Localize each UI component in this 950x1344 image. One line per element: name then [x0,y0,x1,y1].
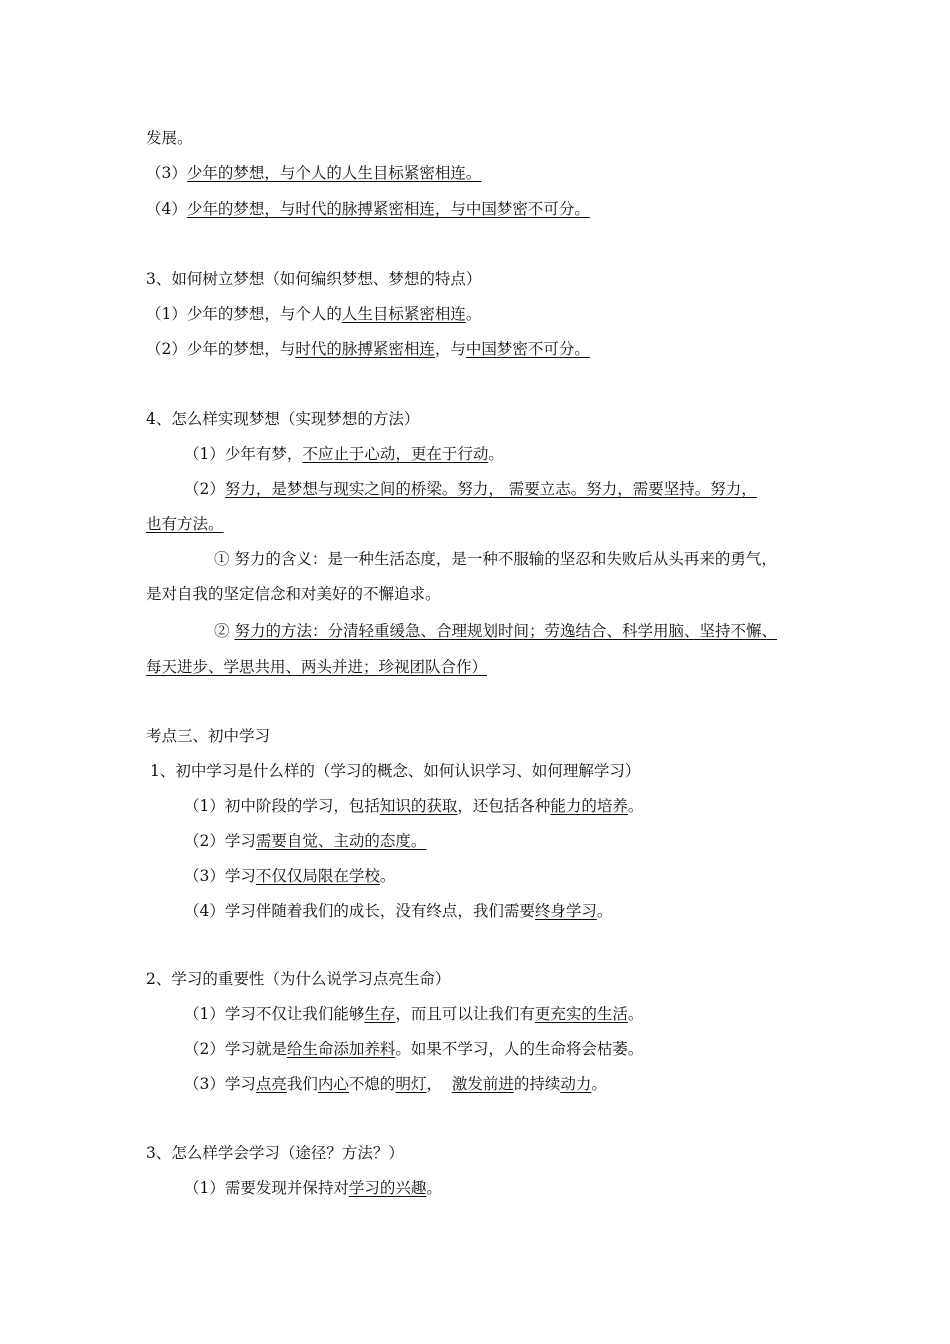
text: 我们 [286,1075,318,1093]
text: 。如果不学习，人的生命将会枯萎。 [395,1040,644,1058]
text: （2）少年的梦想，与 [146,340,296,358]
establish-point-2 [146,338,590,360]
dream-point-4 [146,198,590,220]
establish-point-1 [146,303,481,325]
underlined-text: 动力 [560,1075,592,1093]
study-point-3 [184,865,395,887]
effort-meaning [214,548,777,570]
text: 不熄的 [348,1075,396,1093]
heading-text: 3、怎么样学会学习（途径？方法？） [146,1144,404,1162]
underlined-text: 生存 [364,1005,396,1023]
text: （1）少年有梦， [184,445,303,463]
underlined-text: 更充实的生活 [534,1005,628,1023]
text: 的持续 [513,1075,561,1093]
realize-point-2 [184,478,757,500]
underlined-text: 需要自觉、主动的态度。 [255,832,427,850]
section-heading-4 [146,408,419,430]
underlined-text: 不仅仅局限在学校 [255,867,380,885]
underlined-text: 明灯 [395,1075,427,1093]
underlined-text: 激发前进 [451,1075,514,1093]
heading-text: 2、学习的重要性（为什么说学习点亮生命） [146,970,451,988]
importance-point-2 [184,1038,643,1060]
text: 。 [627,1005,644,1023]
text: （3） [146,164,187,182]
text: ，而且可以让我们有 [395,1005,535,1023]
text: （3）学习 [184,1075,256,1093]
effort-method [214,620,777,642]
underlined-text: 给生命添加养料 [286,1040,396,1058]
text: 。 [596,902,613,920]
text: （2） [184,480,225,498]
heading-text: 考点三、初中学习 [146,727,271,745]
text: ② [214,622,235,640]
underlined-text: 学习的兴趣 [348,1179,427,1197]
underlined-text: 能力的培养 [550,797,628,815]
realize-point-2-continued [146,513,224,535]
text: 。 [426,1179,442,1197]
study-point-4 [184,900,612,922]
text: （1）初中阶段的学习，包括 [184,797,380,815]
underlined-text: 终身学习 [534,902,597,920]
text: 。 [488,445,504,463]
text: ① 努力的含义：是一种生活态度，是一种不服输的坚忍和失败后从头再来的勇气， [214,550,777,568]
underlined-text: 少年的梦想，与时代的脉搏紧密相连，与中国梦密不可分。 [186,200,590,218]
underlined-text: 努力的方法：分清轻重缓急、合理规划时间；劳逸结合、科学用脑、坚持不懈、 [234,622,777,640]
text: （2）学习 [184,832,256,850]
underlined-text: 知识的获取 [379,797,458,815]
underlined-text: 努力，是梦想与现实之间的桥梁。努力， 需要立志。努力，需要坚持。努力， [224,480,757,498]
section-heading-3 [146,268,481,290]
exam-point-3-heading [146,725,270,747]
underlined-text: 时代的脉搏紧密相连 [295,340,435,358]
underlined-text: 内心 [317,1075,349,1093]
underlined-text: 不应止于心动，更在于行动 [302,445,489,463]
paragraph-continuation [146,127,193,149]
method-point-1 [184,1177,442,1199]
dream-point-3 [146,162,481,184]
study-section-3-heading [146,1142,404,1164]
text: ， [426,1075,452,1093]
text: （3）学习 [184,867,256,885]
heading-text: 3、如何树立梦想（如何编织梦想、梦想的特点） [146,270,482,288]
importance-point-1 [184,1003,643,1025]
underlined-text: 少年的梦想，与个人的人生目标紧密相连。 [186,164,482,182]
effort-method-continued [146,656,487,678]
text: （1）学习不仅让我们能够 [184,1005,365,1023]
realize-point-1 [184,443,504,465]
study-section-2-heading [146,968,450,990]
text: 。 [379,867,396,885]
underlined-text: 点亮 [255,1075,287,1093]
text: （1）少年的梦想，与个人的 [146,305,342,323]
underlined-text: 人生目标紧密相连 [341,305,466,323]
underlined-text: 每天进步、学思共用、两头并进；珍视团队合作） [146,658,488,676]
text: 发展。 [146,129,193,147]
text: 。 [465,305,482,323]
study-point-1 [184,795,643,817]
text: 是对自我的坚定信念和对美好的不懈追求。 [146,585,441,603]
text: （4） [146,200,187,218]
study-section-1-heading [150,760,640,782]
text: 。 [627,797,644,815]
text: （1）需要发现并保持对 [184,1179,349,1197]
text: 。 [591,1075,607,1093]
effort-meaning-continued [146,583,441,605]
underlined-text: 也有方法。 [146,515,224,533]
text: ，还包括各种 [457,797,551,815]
heading-text: 4、怎么样实现梦想（实现梦想的方法） [146,410,420,428]
heading-text: 1、初中学习是什么样的（学习的概念、如何认识学习、如何理解学习） [150,762,641,780]
text: ，与 [434,340,466,358]
study-point-2 [184,830,426,852]
underlined-text: 中国梦密不可分。 [465,340,590,358]
text: （2）学习就是 [184,1040,287,1058]
text: （4）学习伴随着我们的成长，没有终点，我们需要 [184,902,535,920]
importance-point-3 [184,1073,607,1095]
